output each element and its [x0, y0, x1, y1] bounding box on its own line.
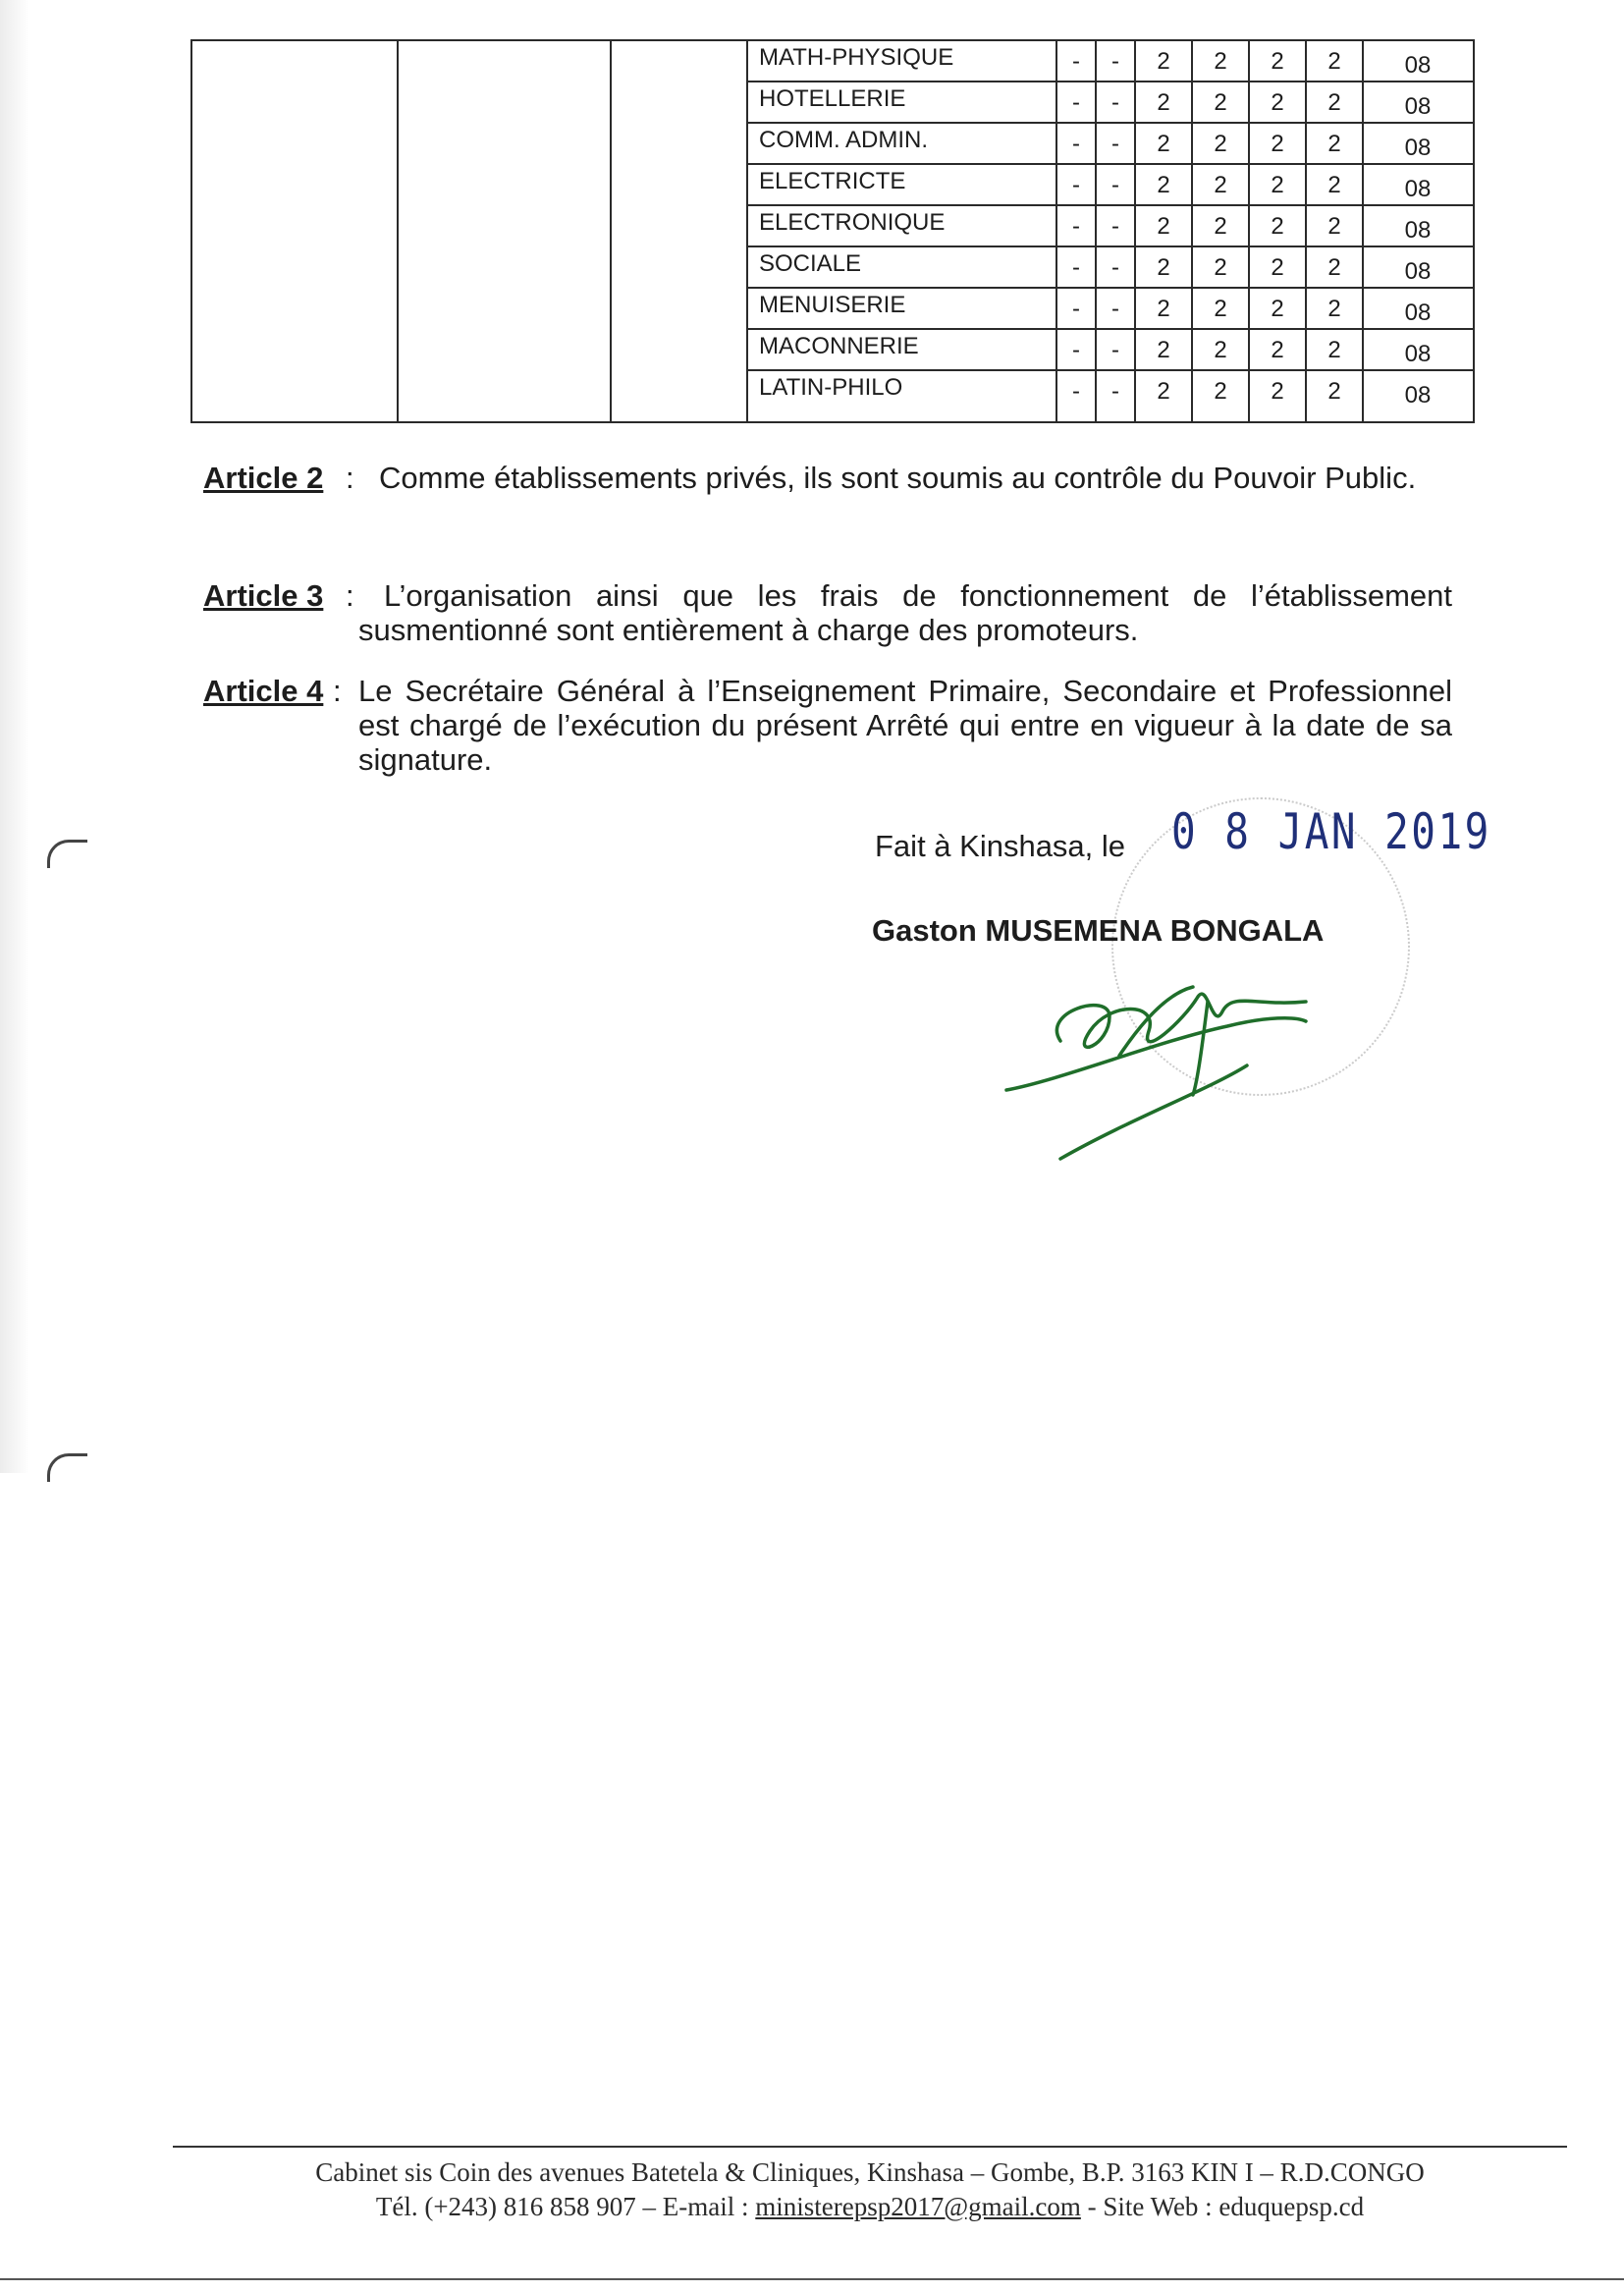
table-cell-option: SOCIALE — [759, 250, 862, 277]
scan-edge-shadow — [0, 0, 29, 1473]
signer-name: Gaston MUSEMENA BONGALA — [872, 913, 1325, 948]
table-row — [747, 289, 1473, 330]
table-cell-value: 2 — [1271, 213, 1284, 240]
table-cell-value: 2 — [1271, 172, 1284, 198]
table-cell-value: 2 — [1327, 254, 1341, 281]
place-and-date-label: Fait à Kinshasa, le — [875, 829, 1126, 863]
table-cell-value: 2 — [1157, 378, 1170, 405]
table-cell-option: ELECTRICTE — [759, 168, 906, 194]
table-cell-value: 2 — [1327, 296, 1341, 322]
table-row — [747, 247, 1473, 289]
table-cell-value: - — [1072, 48, 1080, 75]
table-cell-value: - — [1111, 378, 1119, 405]
article-3-text: L’organisation ainsi que les frais de fonctionnement de l’établissement susmentionné sont entièrement à charge des promoteurs. — [358, 578, 1452, 647]
article-4-text: Le Secrétaire Général à l’Enseignement Primaire, Secondaire et Professionnel est chargé de l’exécution du présent Arrêté qui entre en vigueur à la date de sa signature. — [358, 674, 1452, 777]
table-cell-option: MATH-PHYSIQUE — [759, 44, 954, 71]
page-bottom-edge — [0, 2278, 1624, 2280]
table-row — [747, 165, 1473, 206]
table-cell-value: 2 — [1327, 131, 1341, 157]
table-cell-value: 2 — [1157, 172, 1170, 198]
table-cell-value: - — [1111, 172, 1119, 198]
date-stamp: 0 8 JAN 2019 — [1171, 803, 1491, 860]
table-cell-total: 08 — [1404, 135, 1432, 161]
article-3-label: Article 3 — [203, 578, 324, 613]
table-cell-value: 2 — [1327, 378, 1341, 405]
table-cell-value: 2 — [1157, 337, 1170, 363]
table-cell-value: - — [1072, 131, 1080, 157]
article-4-colon: : — [333, 674, 342, 708]
article-4-label: Article 4 — [203, 674, 324, 708]
options-table — [190, 39, 1475, 423]
table-cell-total: 08 — [1404, 258, 1432, 285]
table-cell-total: 08 — [1404, 341, 1432, 367]
table-cell-value: 2 — [1157, 131, 1170, 157]
table-cell-value: - — [1072, 213, 1080, 240]
table-column-divider — [397, 41, 399, 421]
footer-contact — [173, 2192, 1567, 2222]
table-cell-value: 2 — [1157, 213, 1170, 240]
table-cell-value: - — [1072, 337, 1080, 363]
table-cell-total: 08 — [1404, 176, 1432, 202]
table-cell-value: - — [1111, 254, 1119, 281]
table-cell-value: 2 — [1327, 48, 1341, 75]
table-row — [747, 41, 1473, 82]
footer-website: - Site Web : eduquepsp.cd — [1080, 2192, 1365, 2221]
table-cell-value: 2 — [1271, 337, 1284, 363]
table-row — [747, 124, 1473, 165]
article-2-text: Comme établissements privés, ils sont soumis au contrôle du Pouvoir Public. — [379, 461, 1417, 495]
table-cell-value: 2 — [1327, 172, 1341, 198]
table-cell-value: 2 — [1271, 89, 1284, 116]
table-cell-value: 2 — [1327, 337, 1341, 363]
table-cell-value: 2 — [1214, 131, 1227, 157]
table-cell-total: 08 — [1404, 300, 1432, 326]
table-cell-value: 2 — [1214, 378, 1227, 405]
table-row — [747, 82, 1473, 124]
table-cell-option: COMM. ADMIN. — [759, 127, 928, 153]
table-cell-value: - — [1111, 131, 1119, 157]
table-cell-value: 2 — [1271, 254, 1284, 281]
table-cell-value: - — [1111, 296, 1119, 322]
table-cell-value: - — [1072, 254, 1080, 281]
table-cell-value: 2 — [1214, 296, 1227, 322]
table-row — [747, 330, 1473, 371]
table-cell-value: 2 — [1214, 48, 1227, 75]
table-cell-value: - — [1072, 172, 1080, 198]
table-cell-value: - — [1111, 213, 1119, 240]
table-column-divider — [610, 41, 612, 421]
table-cell-value: 2 — [1271, 48, 1284, 75]
article-2-label: Article 2 — [203, 461, 324, 495]
table-cell-value: 2 — [1157, 254, 1170, 281]
handwritten-signature — [1001, 972, 1326, 1164]
footer-address: Cabinet sis Coin des avenues Batetela & Cliniques, Kinshasa – Gombe, B.P. 3163 KIN I – R.D.CONGO — [315, 2157, 1425, 2187]
table-cell-value: 2 — [1271, 378, 1284, 405]
table-cell-value: - — [1072, 89, 1080, 116]
table-cell-value: 2 — [1157, 89, 1170, 116]
table-cell-option: MENUISERIE — [759, 292, 906, 318]
table-row — [747, 371, 1473, 412]
punch-hole-mark — [47, 840, 87, 868]
table-cell-total: 08 — [1404, 382, 1432, 409]
table-cell-value: 2 — [1214, 254, 1227, 281]
table-cell-value: 2 — [1214, 337, 1227, 363]
table-cell-value: 2 — [1214, 89, 1227, 116]
table-cell-value: 2 — [1157, 48, 1170, 75]
footer-rule — [173, 2146, 1567, 2148]
table-cell-value: 2 — [1157, 296, 1170, 322]
article-3-colon: : — [346, 578, 354, 613]
footer-email-link[interactable]: ministerepsp2017@gmail.com — [755, 2192, 1081, 2221]
table-cell-option: HOTELLERIE — [759, 85, 906, 112]
table-cell-option: ELECTRONIQUE — [759, 209, 946, 236]
table-cell-option: MACONNERIE — [759, 333, 919, 359]
table-cell-value: 2 — [1327, 213, 1341, 240]
table-cell-option: LATIN-PHILO — [759, 374, 903, 401]
table-cell-value: - — [1111, 48, 1119, 75]
table-cell-value: - — [1111, 89, 1119, 116]
table-cell-total: 08 — [1404, 52, 1432, 79]
footer-tel: Tél. (+243) 816 858 907 – E-mail : — [375, 2192, 756, 2221]
table-cell-value: 2 — [1271, 296, 1284, 322]
table-row — [747, 206, 1473, 247]
table-cell-total: 08 — [1404, 217, 1432, 244]
table-cell-value: - — [1072, 378, 1080, 405]
table-cell-value: 2 — [1271, 131, 1284, 157]
table-cell-value: - — [1111, 337, 1119, 363]
table-cell-value: 2 — [1327, 89, 1341, 116]
table-cell-value: - — [1072, 296, 1080, 322]
table-cell-total: 08 — [1404, 93, 1432, 120]
table-cell-value: 2 — [1214, 213, 1227, 240]
punch-hole-mark — [47, 1453, 87, 1482]
table-cell-value: 2 — [1214, 172, 1227, 198]
article-2-colon: : — [346, 461, 354, 495]
